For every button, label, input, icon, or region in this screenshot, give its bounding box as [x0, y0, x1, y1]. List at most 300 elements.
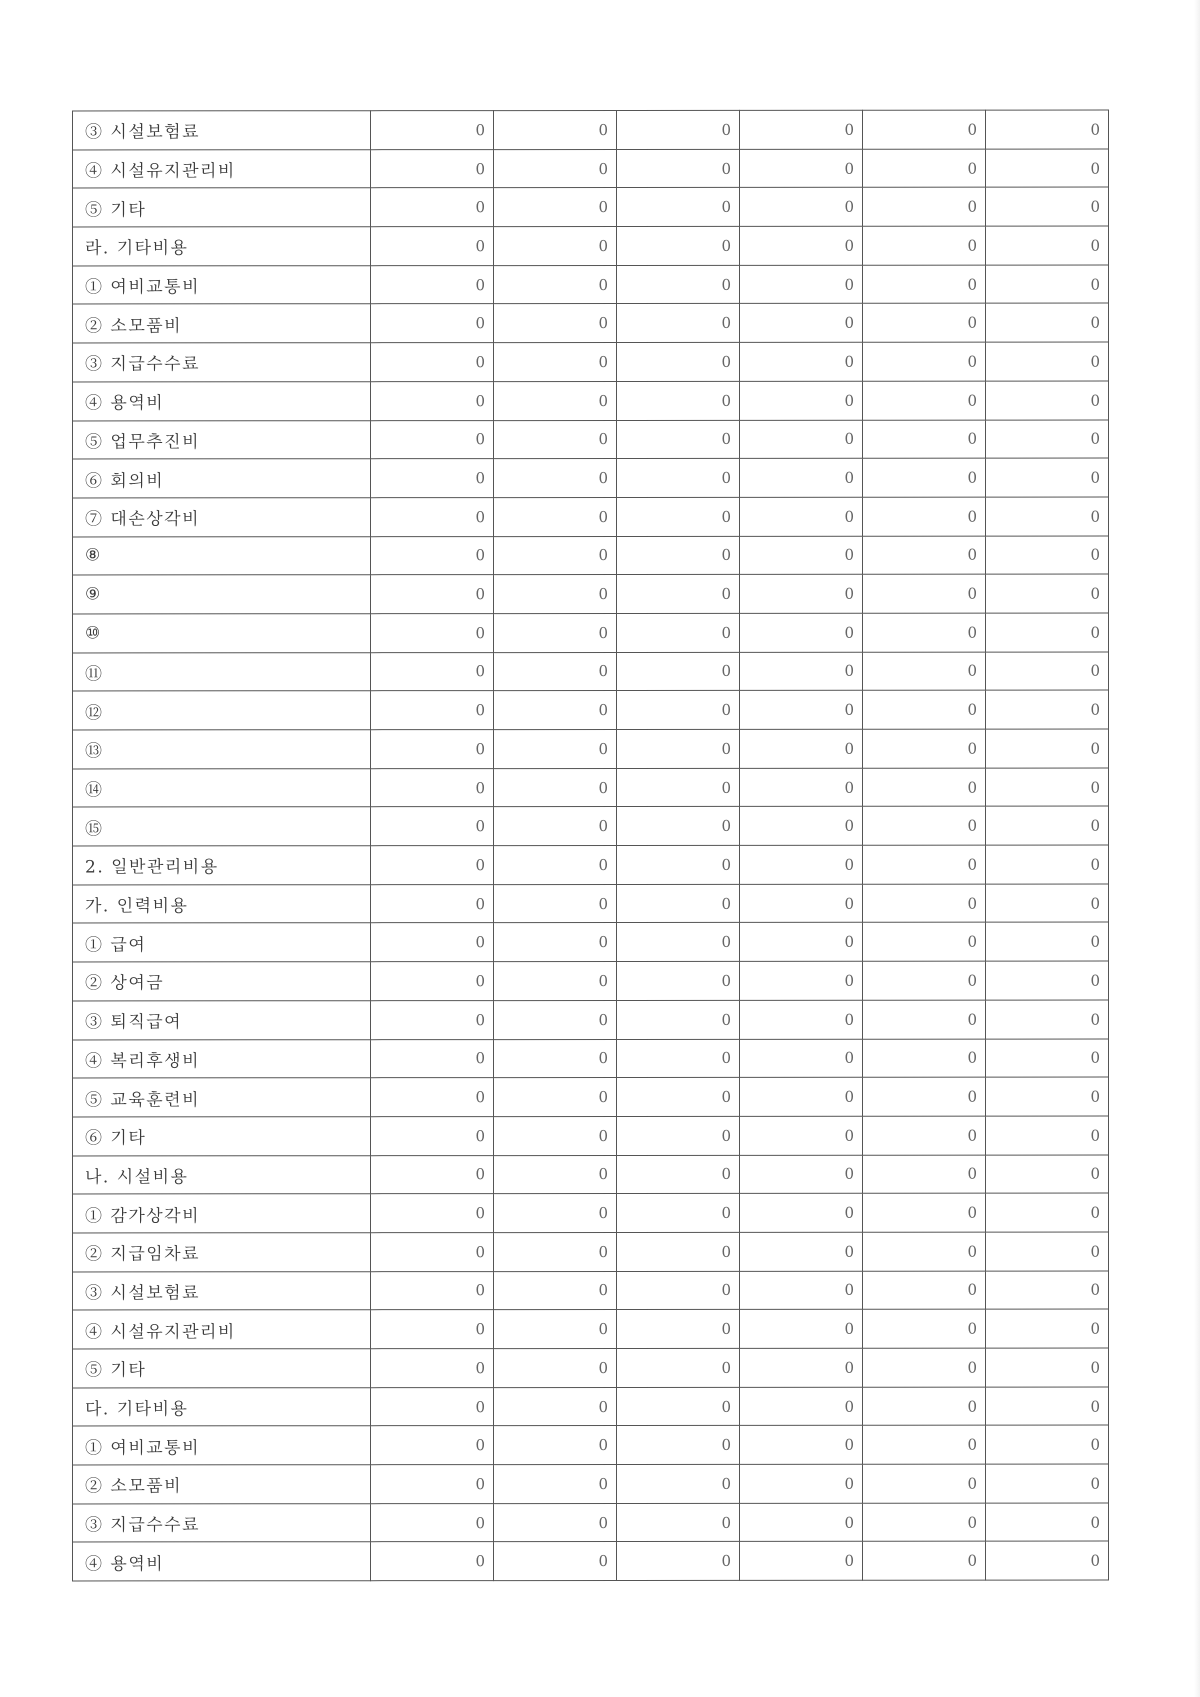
row-label: ② 소모품비: [73, 1465, 371, 1504]
row-label: ② 지급임차료: [73, 1233, 371, 1272]
value-cell: 0: [494, 420, 617, 459]
value-cell: 0: [986, 226, 1109, 265]
value-cell: 0: [863, 690, 986, 729]
value-cell: 0: [494, 613, 617, 652]
value-cell: 0: [371, 536, 494, 575]
value-cell: 0: [617, 304, 740, 343]
table-row: [73, 110, 1109, 150]
value-cell: 0: [617, 149, 740, 188]
value-cell: 0: [617, 1542, 740, 1581]
value-cell: 0: [371, 1310, 494, 1349]
value-cell: 0: [617, 613, 740, 652]
value-cell: 0: [740, 1271, 863, 1310]
row-label: 다. 기타비용: [73, 1387, 371, 1426]
row-label: ③ 지급수수료: [73, 1503, 371, 1542]
table-row: [73, 574, 1109, 614]
value-cell: 0: [371, 111, 494, 150]
value-cell: 0: [371, 1271, 494, 1310]
table-row: [73, 1155, 1109, 1195]
row-label: ① 여비교통비: [73, 1426, 371, 1465]
value-cell: 0: [494, 1271, 617, 1310]
row-label: ⑮: [73, 807, 371, 846]
value-cell: 0: [617, 1194, 740, 1233]
value-cell: 0: [371, 1155, 494, 1194]
table-row: [73, 1348, 1109, 1388]
value-cell: 0: [371, 420, 494, 459]
value-cell: 0: [986, 110, 1109, 149]
value-cell: 0: [986, 420, 1109, 459]
value-cell: 0: [986, 187, 1109, 226]
value-cell: 0: [494, 652, 617, 691]
row-label: ③ 퇴직급여: [73, 1001, 371, 1040]
value-cell: 0: [986, 1464, 1109, 1503]
row-label: ⑤ 교육훈련비: [73, 1078, 371, 1117]
value-cell: 0: [371, 768, 494, 807]
value-cell: 0: [371, 1465, 494, 1504]
value-cell: 0: [371, 846, 494, 885]
value-cell: 0: [617, 1078, 740, 1117]
value-cell: 0: [986, 497, 1109, 536]
row-label: ④ 시설유지관리비: [73, 149, 371, 188]
value-cell: 0: [617, 1155, 740, 1194]
row-label: ⑥ 기타: [73, 1117, 371, 1156]
value-cell: 0: [494, 846, 617, 885]
value-cell: 0: [863, 1000, 986, 1039]
table-row: [73, 381, 1109, 421]
value-cell: 0: [986, 690, 1109, 729]
value-cell: 0: [863, 1155, 986, 1194]
value-cell: 0: [371, 730, 494, 769]
value-cell: 0: [494, 923, 617, 962]
value-cell: 0: [986, 806, 1109, 845]
row-label: ④ 복리후생비: [73, 1039, 371, 1078]
row-label: ① 감가상각비: [73, 1194, 371, 1233]
value-cell: 0: [986, 768, 1109, 807]
value-cell: 0: [863, 1077, 986, 1116]
value-cell: 0: [371, 1349, 494, 1388]
table-row: [73, 652, 1109, 692]
value-cell: 0: [740, 1348, 863, 1387]
value-cell: 0: [371, 1000, 494, 1039]
value-cell: 0: [494, 459, 617, 498]
scan-edge-shadow: [1194, 0, 1200, 1697]
value-cell: 0: [740, 188, 863, 227]
value-cell: 0: [740, 1387, 863, 1426]
table-row: [73, 884, 1109, 924]
value-cell: 0: [371, 459, 494, 498]
value-cell: 0: [863, 613, 986, 652]
value-cell: 0: [986, 342, 1109, 381]
value-cell: 0: [740, 1155, 863, 1194]
table-row: [73, 226, 1109, 266]
value-cell: 0: [617, 1271, 740, 1310]
value-cell: 0: [494, 343, 617, 382]
value-cell: 0: [371, 1039, 494, 1078]
value-cell: 0: [371, 807, 494, 846]
value-cell: 0: [986, 149, 1109, 188]
value-cell: 0: [617, 923, 740, 962]
value-cell: 0: [494, 1194, 617, 1233]
table-row: [73, 922, 1109, 962]
value-cell: 0: [494, 1116, 617, 1155]
value-cell: 0: [494, 691, 617, 730]
row-label: ⑩: [73, 614, 371, 653]
value-cell: 0: [740, 458, 863, 497]
value-cell: 0: [617, 226, 740, 265]
value-cell: 0: [863, 1309, 986, 1348]
table-row: [73, 265, 1109, 305]
value-cell: 0: [863, 574, 986, 613]
value-cell: 0: [740, 807, 863, 846]
value-cell: 0: [617, 1000, 740, 1039]
value-cell: 0: [371, 149, 494, 188]
value-cell: 0: [740, 420, 863, 459]
value-cell: 0: [986, 1193, 1109, 1232]
value-cell: 0: [617, 691, 740, 730]
value-cell: 0: [986, 961, 1109, 1000]
row-label: ⑤ 업무추진비: [73, 420, 371, 459]
value-cell: 0: [863, 768, 986, 807]
row-label: ⑥ 회의비: [73, 459, 371, 498]
value-cell: 0: [494, 1000, 617, 1039]
value-cell: 0: [740, 768, 863, 807]
value-cell: 0: [494, 188, 617, 227]
value-cell: 0: [371, 381, 494, 420]
value-cell: 0: [740, 613, 863, 652]
value-cell: 0: [986, 1000, 1109, 1039]
table-row: [73, 420, 1109, 460]
table-row: [73, 1425, 1109, 1465]
value-cell: 0: [740, 304, 863, 343]
value-cell: 0: [986, 1541, 1109, 1580]
row-label: ④ 시설유지관리비: [73, 1310, 371, 1349]
table-row: [73, 1309, 1109, 1349]
row-label: ② 소모품비: [73, 304, 371, 343]
value-cell: 0: [617, 1426, 740, 1465]
table-row: [73, 613, 1109, 653]
table-row: [73, 1039, 1109, 1079]
table-row: [73, 1387, 1109, 1427]
value-cell: 0: [740, 1503, 863, 1542]
value-cell: 0: [740, 149, 863, 188]
value-cell: 0: [617, 497, 740, 536]
value-cell: 0: [863, 1232, 986, 1271]
row-label: ① 여비교통비: [73, 265, 371, 304]
row-label: ⑤ 기타: [73, 188, 371, 227]
value-cell: 0: [494, 807, 617, 846]
value-cell: 0: [494, 304, 617, 343]
value-cell: 0: [617, 652, 740, 691]
value-cell: 0: [371, 962, 494, 1001]
row-label: ⑭: [73, 768, 371, 807]
value-cell: 0: [986, 536, 1109, 575]
row-label: ② 상여금: [73, 962, 371, 1001]
value-cell: 0: [494, 149, 617, 188]
value-cell: 0: [740, 575, 863, 614]
value-cell: 0: [617, 807, 740, 846]
value-cell: 0: [863, 226, 986, 265]
row-label: ③ 지급수수료: [73, 343, 371, 382]
row-label: ④ 용역비: [73, 1542, 371, 1581]
value-cell: 0: [863, 536, 986, 575]
value-cell: 0: [494, 768, 617, 807]
value-cell: 0: [371, 1078, 494, 1117]
value-cell: 0: [863, 1542, 986, 1581]
value-cell: 0: [494, 1348, 617, 1387]
value-cell: 0: [740, 1077, 863, 1116]
value-cell: 0: [863, 1387, 986, 1426]
value-cell: 0: [371, 884, 494, 923]
row-label: ⑬: [73, 730, 371, 769]
value-cell: 0: [740, 1426, 863, 1465]
scanned-page: [72, 110, 1108, 1582]
value-cell: 0: [863, 149, 986, 188]
value-cell: 0: [617, 768, 740, 807]
table-row: [73, 845, 1109, 885]
table-row: [73, 690, 1109, 730]
value-cell: 0: [986, 1503, 1109, 1542]
table-row: [73, 1000, 1109, 1040]
value-cell: 0: [371, 691, 494, 730]
value-cell: 0: [740, 536, 863, 575]
value-cell: 0: [371, 1233, 494, 1272]
value-cell: 0: [863, 1464, 986, 1503]
table-row: [73, 187, 1109, 227]
value-cell: 0: [371, 304, 494, 343]
value-cell: 0: [863, 110, 986, 149]
value-cell: 0: [740, 729, 863, 768]
value-cell: 0: [617, 845, 740, 884]
row-label: 라. 기타비용: [73, 227, 371, 266]
table-row: [73, 729, 1109, 769]
value-cell: 0: [371, 1387, 494, 1426]
value-cell: 0: [740, 342, 863, 381]
row-label: 2. 일반관리비용: [73, 846, 371, 885]
value-cell: 0: [371, 188, 494, 227]
value-cell: 0: [986, 574, 1109, 613]
table-row: [73, 1503, 1109, 1543]
value-cell: 0: [371, 614, 494, 653]
value-cell: 0: [740, 1232, 863, 1271]
value-cell: 0: [740, 1039, 863, 1078]
value-cell: 0: [371, 1542, 494, 1581]
value-cell: 0: [986, 265, 1109, 304]
table-row: [73, 806, 1109, 846]
value-cell: 0: [617, 1039, 740, 1078]
table-row: [73, 497, 1109, 537]
table-row: [73, 458, 1109, 498]
value-cell: 0: [986, 458, 1109, 497]
value-cell: 0: [863, 1503, 986, 1542]
row-label: ⑫: [73, 691, 371, 730]
value-cell: 0: [863, 188, 986, 227]
value-cell: 0: [494, 1039, 617, 1078]
value-cell: 0: [494, 265, 617, 304]
value-cell: 0: [371, 923, 494, 962]
value-cell: 0: [494, 1078, 617, 1117]
value-cell: 0: [740, 652, 863, 691]
value-cell: 0: [986, 1077, 1109, 1116]
value-cell: 0: [617, 729, 740, 768]
row-label: ④ 용역비: [73, 382, 371, 421]
value-cell: 0: [740, 381, 863, 420]
table-row: [73, 1541, 1109, 1581]
value-cell: 0: [617, 420, 740, 459]
row-label: ③ 시설보험료: [73, 1271, 371, 1310]
value-cell: 0: [617, 381, 740, 420]
value-cell: 0: [986, 1116, 1109, 1155]
table-row: [73, 303, 1109, 343]
table-row: [73, 1077, 1109, 1117]
value-cell: 0: [371, 575, 494, 614]
row-label: ⑧: [73, 536, 371, 575]
table-row: [73, 1116, 1109, 1156]
value-cell: 0: [494, 381, 617, 420]
value-cell: 0: [863, 1039, 986, 1078]
value-cell: 0: [986, 1039, 1109, 1078]
value-cell: 0: [863, 884, 986, 923]
value-cell: 0: [986, 729, 1109, 768]
value-cell: 0: [494, 1232, 617, 1271]
value-cell: 0: [863, 420, 986, 459]
value-cell: 0: [986, 1425, 1109, 1464]
value-cell: 0: [863, 923, 986, 962]
value-cell: 0: [863, 381, 986, 420]
budget-table: [72, 110, 1109, 1582]
value-cell: 0: [617, 1503, 740, 1542]
value-cell: 0: [863, 342, 986, 381]
value-cell: 0: [740, 1542, 863, 1581]
row-label: ⑨: [73, 575, 371, 614]
row-label: ⑪: [73, 652, 371, 691]
value-cell: 0: [740, 923, 863, 962]
row-label: ⑤ 기타: [73, 1349, 371, 1388]
value-cell: 0: [494, 227, 617, 266]
value-cell: 0: [863, 304, 986, 343]
value-cell: 0: [617, 459, 740, 498]
value-cell: 0: [986, 1155, 1109, 1194]
value-cell: 0: [371, 497, 494, 536]
table-row: [73, 1193, 1109, 1233]
value-cell: 0: [863, 1271, 986, 1310]
value-cell: 0: [617, 1310, 740, 1349]
value-cell: 0: [371, 1503, 494, 1542]
value-cell: 0: [740, 110, 863, 149]
value-cell: 0: [740, 226, 863, 265]
value-cell: 0: [617, 575, 740, 614]
value-cell: 0: [617, 110, 740, 149]
value-cell: 0: [617, 536, 740, 575]
value-cell: 0: [371, 1194, 494, 1233]
value-cell: 0: [863, 652, 986, 691]
value-cell: 0: [371, 265, 494, 304]
value-cell: 0: [740, 265, 863, 304]
value-cell: 0: [740, 845, 863, 884]
value-cell: 0: [617, 1387, 740, 1426]
value-cell: 0: [740, 1194, 863, 1233]
value-cell: 0: [863, 961, 986, 1000]
value-cell: 0: [740, 1464, 863, 1503]
value-cell: 0: [863, 1426, 986, 1465]
value-cell: 0: [494, 1310, 617, 1349]
row-label: ⑦ 대손상각비: [73, 498, 371, 537]
value-cell: 0: [617, 342, 740, 381]
row-label: 나. 시설비용: [73, 1155, 371, 1194]
value-cell: 0: [863, 1116, 986, 1155]
value-cell: 0: [371, 343, 494, 382]
value-cell: 0: [494, 536, 617, 575]
value-cell: 0: [617, 265, 740, 304]
value-cell: 0: [494, 1542, 617, 1581]
value-cell: 0: [371, 652, 494, 691]
value-cell: 0: [494, 1426, 617, 1465]
value-cell: 0: [371, 1426, 494, 1465]
table-row: [73, 768, 1109, 808]
row-label: ① 급여: [73, 923, 371, 962]
table-row: [73, 1271, 1109, 1311]
value-cell: 0: [494, 1387, 617, 1426]
value-cell: 0: [740, 1000, 863, 1039]
value-cell: 0: [986, 1271, 1109, 1310]
value-cell: 0: [494, 884, 617, 923]
value-cell: 0: [986, 884, 1109, 923]
value-cell: 0: [863, 1348, 986, 1387]
value-cell: 0: [617, 1232, 740, 1271]
value-cell: 0: [494, 497, 617, 536]
value-cell: 0: [494, 962, 617, 1001]
value-cell: 0: [863, 845, 986, 884]
value-cell: 0: [617, 188, 740, 227]
value-cell: 0: [617, 1116, 740, 1155]
value-cell: 0: [740, 497, 863, 536]
value-cell: 0: [494, 1503, 617, 1542]
row-label: ③ 시설보험료: [73, 111, 371, 150]
table-row: [73, 1464, 1109, 1504]
value-cell: 0: [740, 961, 863, 1000]
value-cell: 0: [494, 1465, 617, 1504]
value-cell: 0: [494, 729, 617, 768]
value-cell: 0: [986, 613, 1109, 652]
value-cell: 0: [740, 1116, 863, 1155]
value-cell: 0: [986, 381, 1109, 420]
value-cell: 0: [986, 1348, 1109, 1387]
value-cell: 0: [617, 1464, 740, 1503]
table-row: [73, 1232, 1109, 1272]
table-row: [73, 149, 1109, 189]
value-cell: 0: [863, 265, 986, 304]
budget-table-body: [73, 110, 1109, 1581]
value-cell: 0: [494, 110, 617, 149]
value-cell: 0: [740, 1310, 863, 1349]
value-cell: 0: [371, 1116, 494, 1155]
value-cell: 0: [986, 845, 1109, 884]
value-cell: 0: [740, 884, 863, 923]
value-cell: 0: [617, 961, 740, 1000]
value-cell: 0: [986, 1387, 1109, 1426]
value-cell: 0: [863, 497, 986, 536]
value-cell: 0: [617, 884, 740, 923]
value-cell: 0: [617, 1348, 740, 1387]
row-label: 가. 인력비용: [73, 884, 371, 923]
value-cell: 0: [863, 1193, 986, 1232]
value-cell: 0: [494, 575, 617, 614]
value-cell: 0: [986, 652, 1109, 691]
value-cell: 0: [371, 227, 494, 266]
value-cell: 0: [863, 729, 986, 768]
value-cell: 0: [863, 807, 986, 846]
value-cell: 0: [986, 303, 1109, 342]
value-cell: 0: [863, 458, 986, 497]
